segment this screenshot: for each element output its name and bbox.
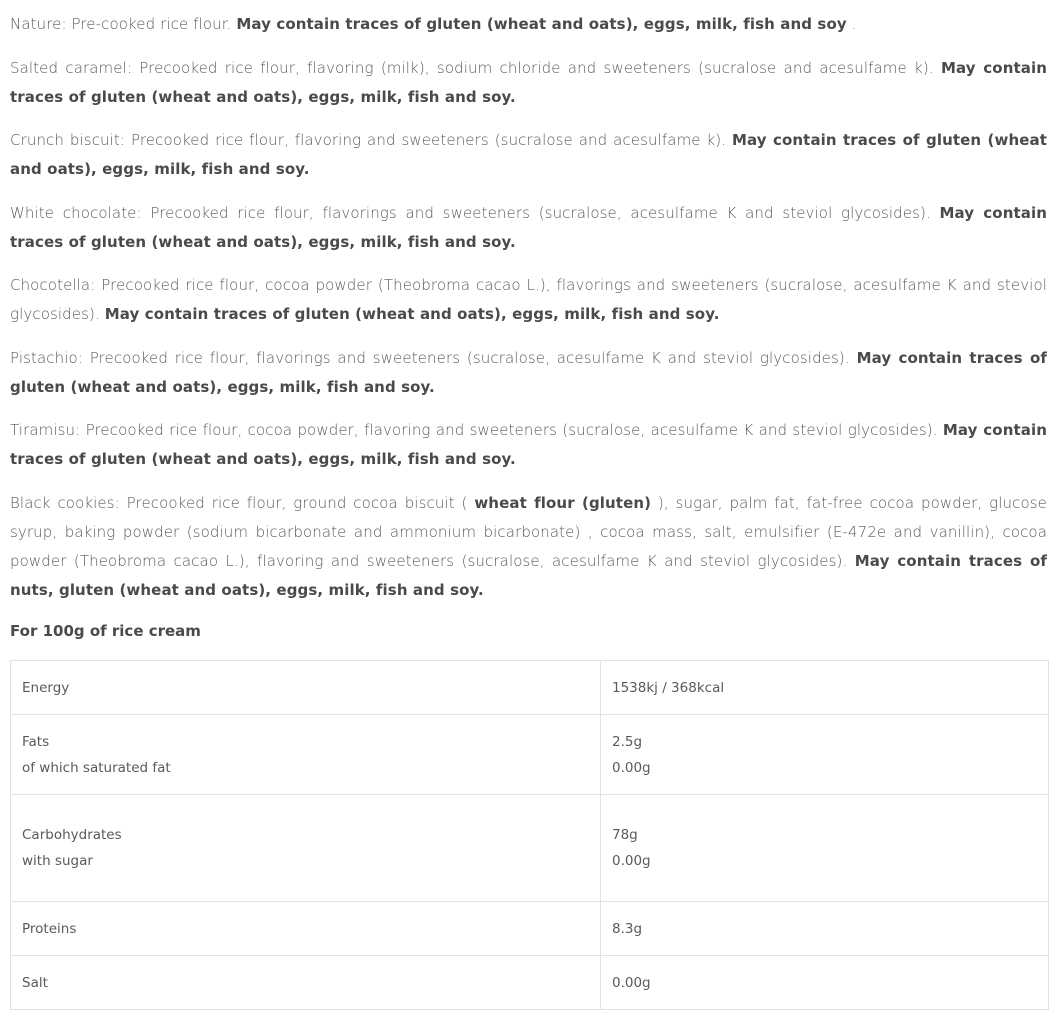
nutrient-label: Proteins <box>11 902 601 956</box>
nutrition-table <box>10 660 1049 1010</box>
allergen-warning: May contain traces of gluten (wheat and oats), eggs, milk, fish and soy. <box>10 58 1047 106</box>
ingredient-black-cookies <box>10 489 1047 605</box>
ingredient-pistachio <box>10 344 1047 402</box>
nutrient-value: 78g <box>612 827 638 843</box>
ingredient-name: Nature: <box>10 15 67 33</box>
table-row <box>11 956 1049 1010</box>
table-row <box>11 715 1049 795</box>
table-row <box>11 902 1049 956</box>
ingredient-name: Chocotella: <box>10 276 96 294</box>
nutrient-label: Fats <box>22 733 50 750</box>
ingredient-name: Pistachio: <box>10 348 83 367</box>
ingredient-tiramisu <box>10 416 1047 474</box>
nutrient-value-cell <box>601 715 1049 795</box>
ingredient-text: Pre-cooked rice flour. <box>66 15 237 33</box>
nutrition-heading: For 100g of rice cream <box>10 622 201 640</box>
ingredient-text: Precooked rice flour, flavorings and sweeteners (sucralose, acesulfame K and steviol glycosides). <box>141 203 940 222</box>
product-description <box>10 10 1047 1010</box>
nutrient-sublabel: with sugar <box>22 853 93 869</box>
allergen-warning: May contain traces of gluten (wheat and oats), eggs, milk, fish and soy. <box>10 131 1047 178</box>
allergen-warning: May contain traces of nuts, gluten (wheat and oats), eggs, milk, fish and soy. <box>10 551 1048 599</box>
ingredient-text: Precooked rice flour, flavoring (milk), sodium chloride and sweeteners (sucralose and acesulfame k). <box>132 58 941 77</box>
ingredient-crunch-biscuit <box>10 126 1047 184</box>
ingredient-text-cont: ), sugar, palm fat, fat-free cocoa powder, glucose syrup, baking powder (sodium bicarbonate and ammonium bicarbonate) , cocoa mass, salt, emulsifier (E-472e and vanillin), cocoa powder (Theobroma cacao L.), flavoring and sweeteners (sucralose, acesulfame K and steviol glycosides). <box>10 493 1047 570</box>
nutrient-sublabel: of which saturated fat <box>22 759 171 776</box>
ingredient-white-chocolate <box>10 199 1047 257</box>
nutrient-label: Carbohydrates <box>22 827 122 843</box>
nutrient-label-cell <box>11 795 601 902</box>
nutrient-value: 1538kj / 368kcal <box>601 661 1049 715</box>
allergen-warning: May contain traces of gluten (wheat and oats), eggs, milk, fish and soy. <box>104 305 720 323</box>
nutrient-value-cell <box>601 795 1049 902</box>
ingredient-name: Crunch biscuit: <box>10 131 126 149</box>
allergen-warning: May contain traces of gluten (wheat and oats), eggs, milk, fish and soy. <box>10 203 1047 251</box>
ingredient-chocotella <box>10 271 1047 329</box>
ingredient-text: Precooked rice flour, flavoring and sweeteners (sucralose and acesulfame k). <box>125 131 732 149</box>
ingredient-text: Precooked rice flour, ground cocoa biscuit ( <box>119 493 475 512</box>
nutrient-label: Energy <box>11 661 601 715</box>
nutrient-subvalue: 0.00g <box>612 759 651 776</box>
allergen-warning: May contain traces of gluten (wheat and oats), eggs, milk, fish and soy. <box>10 421 1047 468</box>
ingredient-name: Salted caramel: <box>10 58 133 77</box>
nutrient-label: Salt <box>11 956 601 1010</box>
allergen-warning: May contain traces of gluten (wheat and oats), eggs, milk, fish and soy <box>236 15 847 33</box>
nutrient-value: 0.00g <box>601 956 1049 1010</box>
ingredient-nature <box>10 10 1047 39</box>
nutrient-value: 8.3g <box>601 902 1049 956</box>
ingredient-name: Tiramisu: <box>10 421 81 439</box>
allergen-highlight: wheat flour (gluten) <box>474 493 652 512</box>
nutrient-subvalue: 0.00g <box>612 853 651 869</box>
ingredient-salted-caramel <box>10 54 1047 112</box>
nutrient-value: 2.5g <box>612 733 643 750</box>
ingredient-name: Black cookies: <box>10 493 120 512</box>
ingredient-text: Precooked rice flour, flavorings and sweeteners (sucralose, acesulfame K and steviol glycosides). <box>82 348 857 367</box>
ingredient-text: Precooked rice flour, cocoa powder, flavoring and sweeteners (sucralose, acesulfame K and steviol glycosides). <box>80 421 943 439</box>
ingredient-text-end: . <box>846 15 857 33</box>
nutrient-label-cell <box>11 715 601 795</box>
table-row <box>11 661 1049 715</box>
ingredient-name: White chocolate: <box>10 203 142 222</box>
allergen-warning: May contain traces of gluten (wheat and oats), eggs, milk, fish and soy. <box>10 348 1048 396</box>
ingredient-text: Precooked rice flour, cocoa powder (Theobroma cacao L.), flavorings and sweeteners (sucralose, acesulfame K and steviol glycosides). <box>10 276 1047 323</box>
table-row <box>11 795 1049 902</box>
